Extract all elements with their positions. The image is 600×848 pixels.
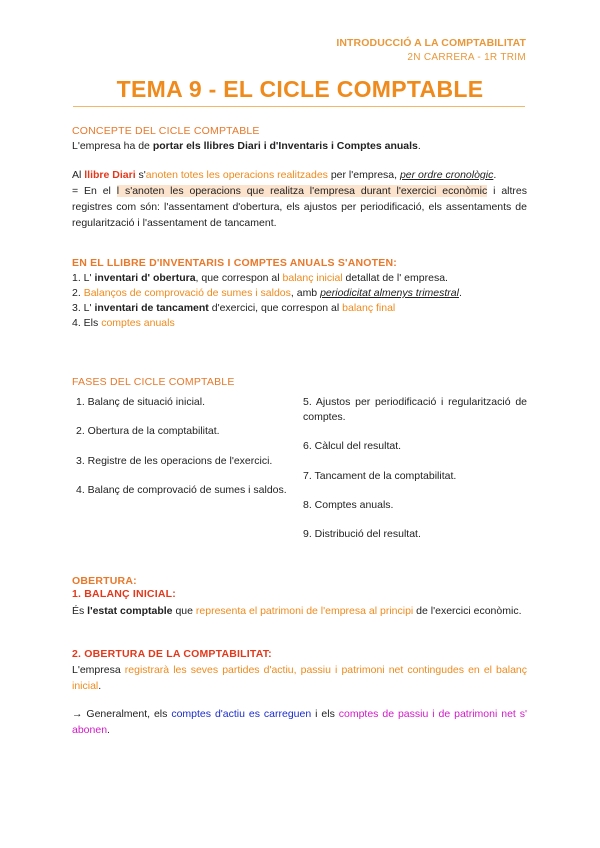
text: i els	[311, 708, 339, 720]
fases-heading: FASES DEL CICLE COMPTABLE	[72, 376, 235, 388]
text: l'estat comptable	[87, 605, 173, 617]
concepte-line	[72, 139, 421, 154]
obertura-comptabilitat-heading: 2. OBERTURA DE LA COMPTABILITAT:	[72, 648, 272, 660]
llibre-item-2	[72, 286, 462, 301]
text: balanç final	[342, 302, 396, 314]
text: periodicitat almenys trimestral	[320, 287, 459, 299]
page-title: TEMA 9 - EL CICLE COMPTABLE	[116, 76, 484, 102]
diari-paragraph	[72, 183, 527, 231]
fase-item: 2. Obertura de la comptabilitat.	[76, 425, 220, 437]
balanc-inicial-heading: 1. BALANÇ INICIAL:	[72, 588, 176, 600]
header-course: INTRODUCCIÓ A LA COMPTABILITAT	[336, 37, 526, 49]
text: 4. Els	[72, 317, 102, 329]
text: registrarà les seves partides d'actiu, passiu i patrimoni net contingudes en el balanç inicial	[72, 664, 528, 692]
text: comptes de passiu i de patrimoni net s' abonen	[72, 708, 528, 736]
text: per l'empresa,	[327, 169, 400, 181]
text: = En el	[72, 185, 117, 197]
text: comptes d'actiu es carreguen	[171, 708, 312, 720]
text: inventari d' obertura	[94, 272, 196, 284]
text: portar els llibres Diari i d'Inventaris i Comptes anuals	[152, 140, 418, 152]
text: per ordre cronològic	[399, 169, 494, 181]
text: .	[417, 140, 421, 152]
fase-item: 4. Balanç de comprovació de sumes i saldos.	[76, 484, 287, 496]
balanc-inicial-paragraph	[72, 603, 527, 619]
text: L'empresa	[72, 664, 125, 676]
text: que	[172, 605, 196, 617]
text: detallat de l' empresa.	[342, 272, 448, 284]
obertura-heading: OBERTURA:	[72, 575, 137, 587]
text: L'empresa ha de	[72, 140, 153, 152]
highlight: l s'anoten les operacions que realitza l'empresa durant l'exercici econòmic	[116, 185, 488, 197]
fase-item: 3. Registre de les operacions de l'exercici.	[76, 455, 273, 467]
text: .	[458, 287, 462, 299]
text: 2.	[72, 287, 84, 299]
fase-item: 7. Tancament de la comptabilitat.	[303, 470, 457, 482]
text: , amb	[290, 287, 321, 299]
llibre-item-3	[72, 301, 395, 316]
text: → Generalment, els	[72, 708, 172, 720]
text: s'	[135, 169, 146, 181]
text: de l'exercici econòmic.	[413, 605, 522, 617]
text: .	[98, 680, 102, 692]
text: balanç inicial	[282, 272, 343, 284]
text: , que correspon al	[195, 272, 283, 284]
text: llibre Diari	[84, 169, 136, 181]
text: representa el patrimoni de l'empresa al principi	[195, 605, 414, 617]
text: .	[493, 169, 497, 181]
text: i altres registres com són: l'assentament d'obertura, els ajustos per periodificació, els assentaments de regularització i l'assentament de tancament.	[72, 185, 527, 229]
text: d'exercici, que correspon al	[208, 302, 343, 314]
text: Balanços de comprovació de sumes i saldos	[83, 287, 291, 299]
text: 3. L'	[72, 302, 95, 314]
header-term: 2N CARRERA - 1R TRIM	[407, 52, 526, 63]
title-divider	[73, 106, 525, 107]
text: 1. L'	[72, 272, 95, 284]
obertura-comptabilitat-paragraph	[72, 662, 527, 694]
concepte-heading: CONCEPTE DEL CICLE COMPTABLE	[72, 125, 260, 137]
fase-item: 6. Càlcul del resultat.	[303, 440, 402, 452]
fase-item: 1. Balanç de situació inicial.	[76, 396, 205, 408]
diari-line	[72, 168, 496, 183]
text: .	[107, 724, 110, 736]
fase-item: 8. Comptes anuals.	[303, 499, 394, 511]
fase-item: 9. Distribució del resultat.	[303, 528, 421, 540]
generalment-paragraph	[72, 706, 527, 738]
text: És	[72, 605, 88, 617]
text: anoten totes les operacions realitzades	[145, 169, 328, 181]
fase-item: 5. Ajustos per periodificació i regularització de comptes.	[303, 396, 527, 423]
text: Al	[72, 169, 85, 181]
llibre-item-4	[72, 316, 175, 331]
text: comptes anuals	[101, 317, 175, 329]
llibre-heading: EN EL LLIBRE D'INVENTARIS I COMPTES ANUALS S'ANOTEN:	[72, 257, 397, 269]
llibre-item-1	[72, 271, 448, 286]
text: inventari de tancament	[94, 302, 209, 314]
